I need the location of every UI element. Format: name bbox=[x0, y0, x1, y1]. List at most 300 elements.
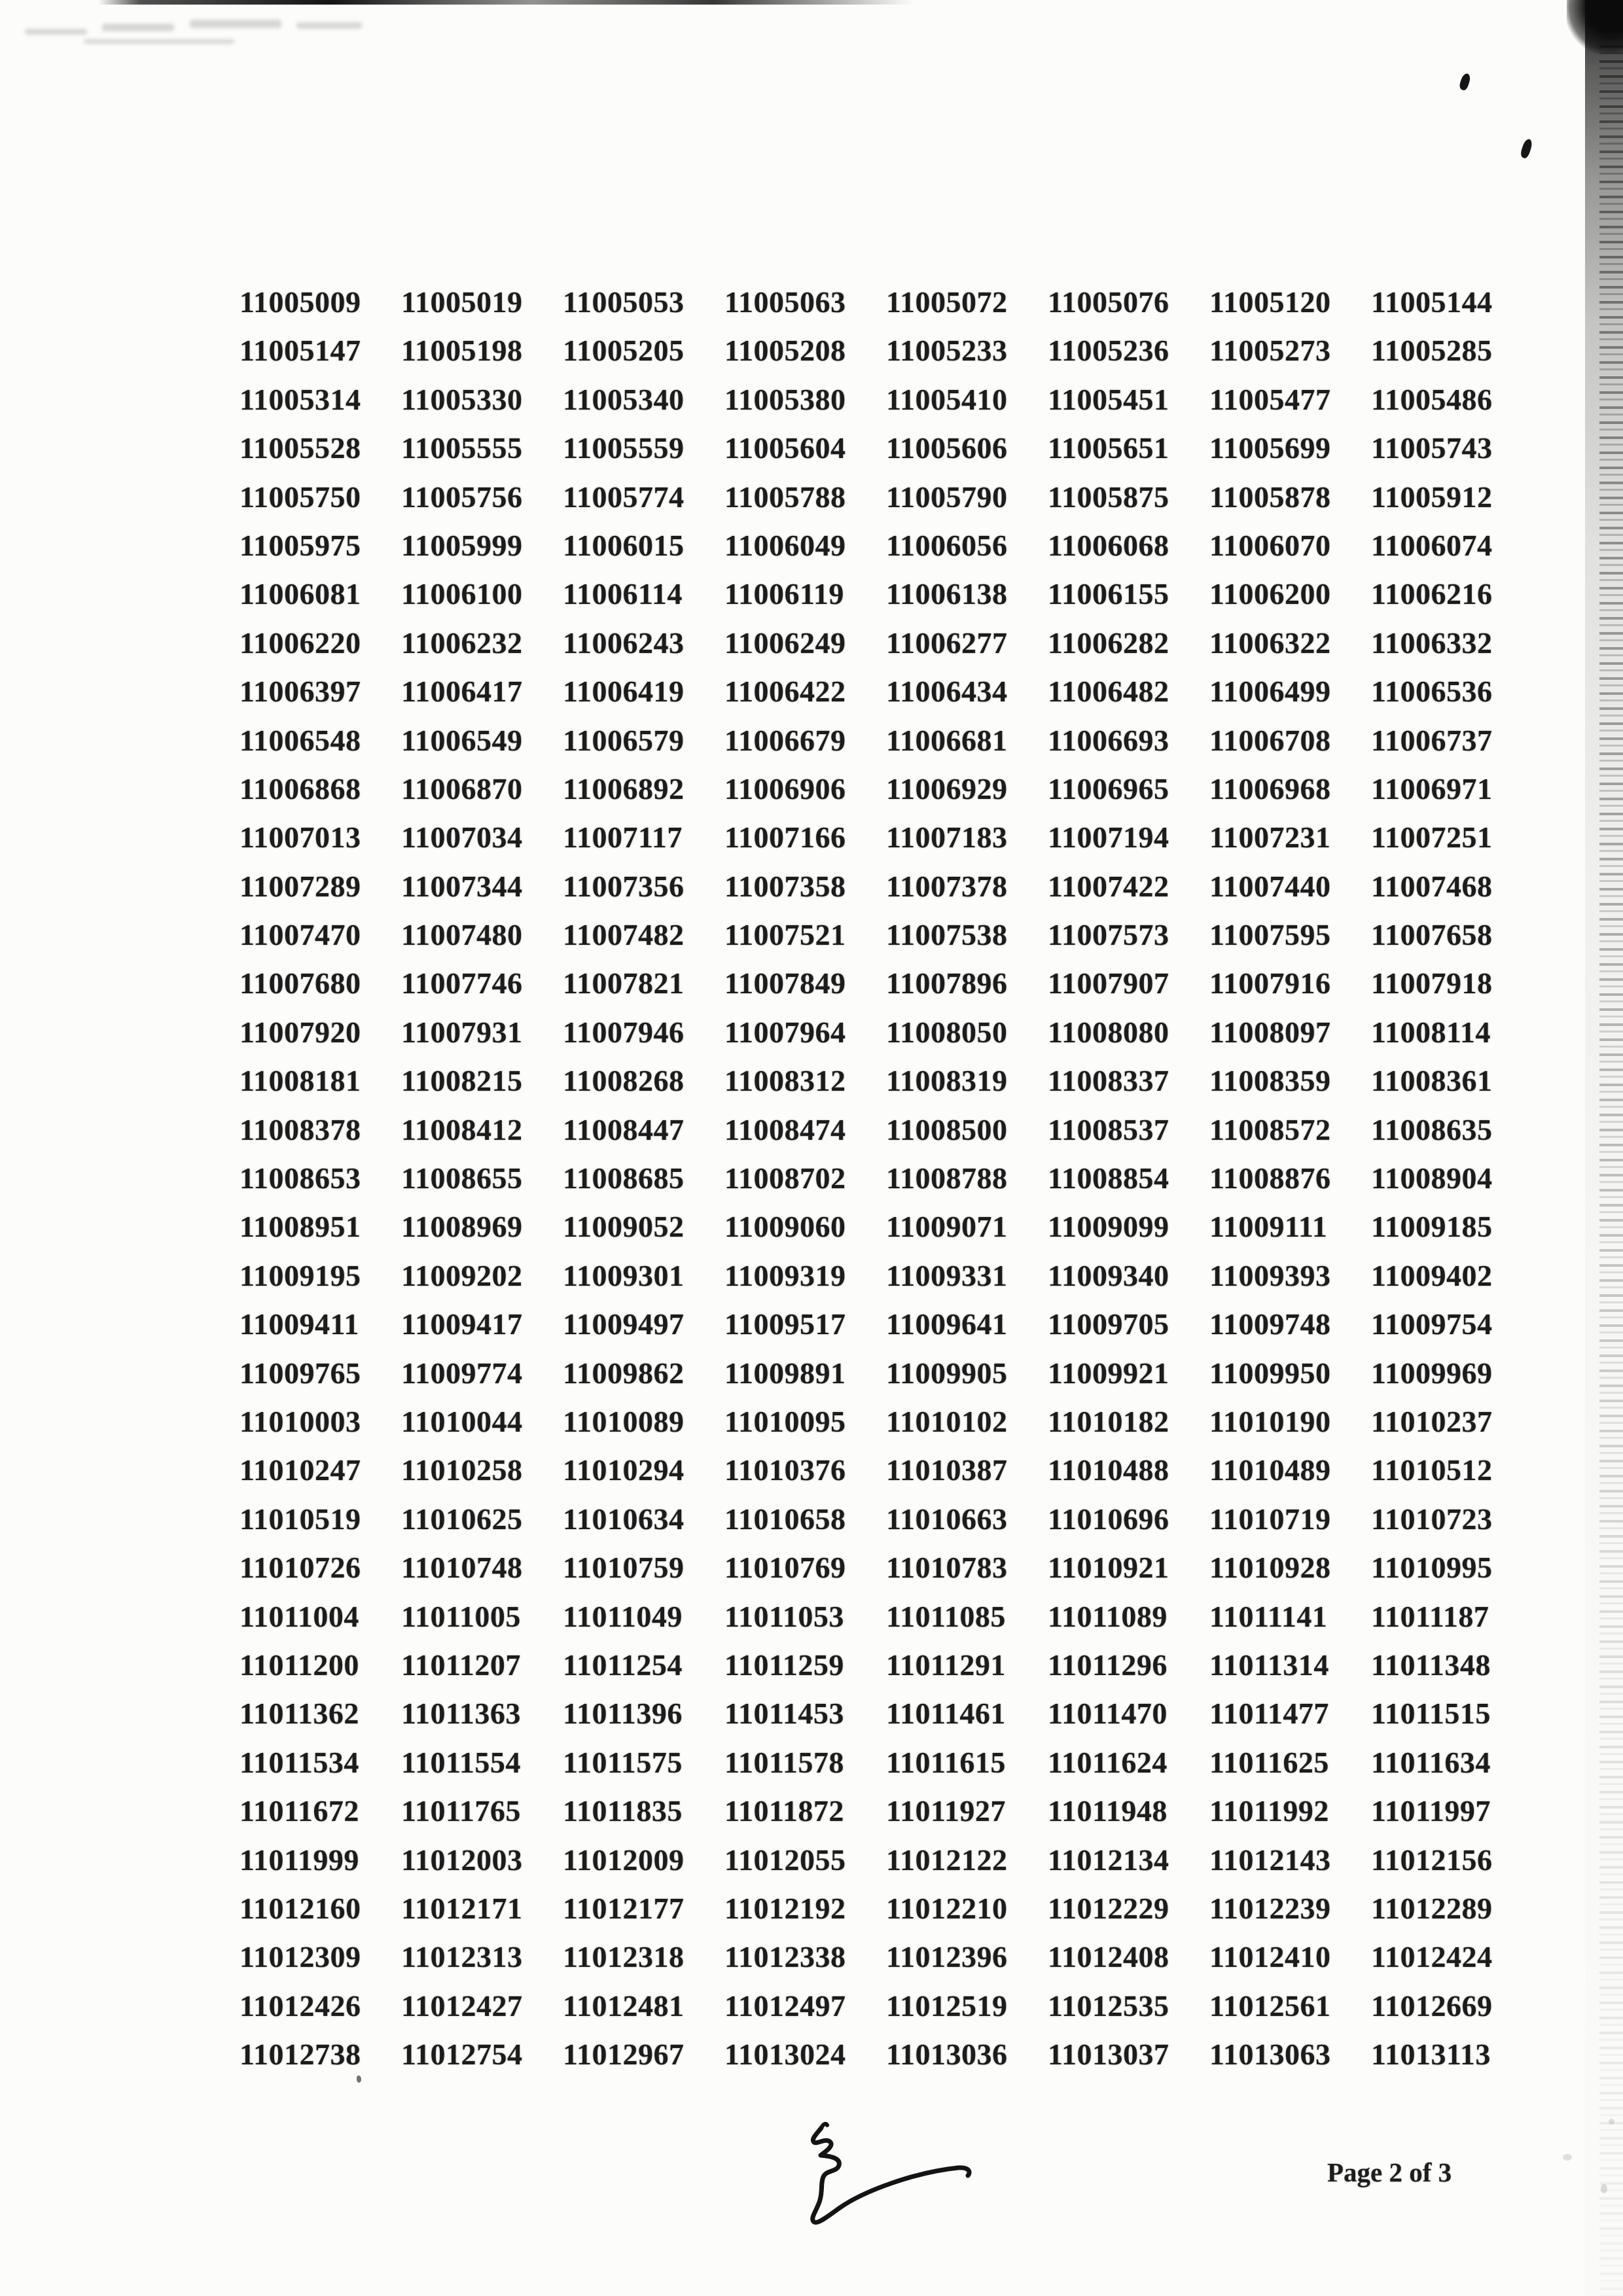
roll-number: 11010663 bbox=[886, 1502, 1008, 1536]
roll-number: 11006419 bbox=[563, 675, 685, 709]
roll-number: 11007344 bbox=[401, 869, 523, 903]
roll-number: 11011470 bbox=[1048, 1697, 1168, 1731]
roll-number: 11012967 bbox=[563, 2038, 685, 2072]
roll-number: 11010995 bbox=[1371, 1551, 1493, 1585]
roll-number: 11007422 bbox=[1048, 869, 1169, 903]
roll-number: 11010759 bbox=[563, 1551, 685, 1585]
roll-number: 11006737 bbox=[1371, 723, 1493, 757]
roll-number: 11007931 bbox=[401, 1015, 523, 1049]
roll-number: 11011624 bbox=[1048, 1745, 1168, 1779]
roll-number: 11007482 bbox=[563, 918, 685, 952]
roll-number: 11011348 bbox=[1371, 1648, 1491, 1682]
roll-number: 11006216 bbox=[1371, 577, 1493, 611]
roll-number: 11008181 bbox=[240, 1064, 361, 1098]
roll-number: 11010387 bbox=[886, 1453, 1008, 1487]
roll-number: 11012122 bbox=[886, 1843, 1008, 1877]
roll-number: 11013024 bbox=[724, 2038, 846, 2072]
roll-number: 11011207 bbox=[401, 1648, 521, 1682]
roll-number: 11007964 bbox=[724, 1015, 846, 1049]
page-number: Page 2 of 3 bbox=[1327, 2157, 1452, 2187]
roll-number: 11009417 bbox=[401, 1307, 523, 1341]
roll-number: 11005699 bbox=[1209, 431, 1331, 465]
roll-number: 11006243 bbox=[563, 626, 685, 660]
roll-number: 11005273 bbox=[1209, 334, 1331, 368]
roll-number: 11011004 bbox=[240, 1599, 359, 1633]
roll-number: 11008655 bbox=[401, 1161, 523, 1195]
roll-number: 11010512 bbox=[1371, 1453, 1493, 1487]
roll-number: 11011141 bbox=[1209, 1599, 1328, 1633]
roll-number: 11006549 bbox=[401, 723, 523, 757]
roll-number: 11012229 bbox=[1048, 1891, 1169, 1925]
roll-number: 11011053 bbox=[724, 1599, 844, 1633]
roll-number: 11011396 bbox=[563, 1697, 683, 1731]
roll-number: 11012318 bbox=[563, 1940, 685, 1974]
roll-number: 11006322 bbox=[1209, 626, 1331, 660]
roll-number: 11009754 bbox=[1371, 1307, 1493, 1341]
roll-number: 11008361 bbox=[1371, 1064, 1493, 1098]
roll-number: 11006068 bbox=[1048, 528, 1169, 562]
roll-number: 11008447 bbox=[563, 1112, 685, 1146]
roll-number: 11009319 bbox=[724, 1258, 846, 1292]
roll-number: 11006074 bbox=[1371, 528, 1493, 562]
roll-number: 11007356 bbox=[563, 869, 685, 903]
roll-number: 11011948 bbox=[1048, 1794, 1168, 1828]
roll-number: 11006971 bbox=[1371, 771, 1493, 805]
roll-number: 11008702 bbox=[724, 1161, 846, 1195]
roll-number: 11011534 bbox=[240, 1745, 359, 1779]
roll-number: 11006906 bbox=[724, 771, 846, 805]
roll-number: 11010247 bbox=[240, 1453, 361, 1487]
roll-number: 11007480 bbox=[401, 918, 523, 952]
roll-number: 11012289 bbox=[1371, 1891, 1493, 1925]
roll-number: 11009950 bbox=[1209, 1356, 1331, 1390]
roll-number: 11006332 bbox=[1371, 626, 1493, 660]
roll-number: 11010634 bbox=[563, 1502, 685, 1536]
roll-number: 11007251 bbox=[1371, 821, 1493, 855]
roll-number: 11011615 bbox=[886, 1745, 1006, 1779]
roll-number: 11009921 bbox=[1048, 1356, 1169, 1390]
roll-number: 11010376 bbox=[724, 1453, 846, 1487]
roll-number: 11010044 bbox=[401, 1404, 523, 1438]
roll-number: 11011992 bbox=[1209, 1794, 1329, 1828]
roll-number: 11007595 bbox=[1209, 918, 1331, 952]
roll-number: 11006892 bbox=[563, 771, 685, 805]
roll-number: 11010719 bbox=[1209, 1502, 1331, 1536]
roll-number: 11005604 bbox=[724, 431, 846, 465]
roll-number: 11005486 bbox=[1371, 382, 1493, 416]
ink-speck bbox=[1563, 2154, 1572, 2161]
roll-number: 11005053 bbox=[563, 285, 685, 319]
roll-number: 11011927 bbox=[886, 1794, 1006, 1828]
roll-number: 11007746 bbox=[401, 966, 523, 1000]
roll-number: 11009099 bbox=[1048, 1210, 1169, 1244]
roll-number: 11007034 bbox=[401, 821, 523, 855]
roll-number: 11009195 bbox=[240, 1258, 361, 1292]
roll-number: 11006417 bbox=[401, 675, 523, 709]
roll-number: 11008951 bbox=[240, 1210, 361, 1244]
roll-number: 11012313 bbox=[401, 1940, 523, 1974]
roll-number: 11008378 bbox=[240, 1112, 361, 1146]
roll-number: 11011362 bbox=[240, 1697, 359, 1731]
roll-number: 11005912 bbox=[1371, 480, 1493, 514]
roll-number: 11012160 bbox=[240, 1891, 361, 1925]
roll-number: 11006965 bbox=[1048, 771, 1169, 805]
roll-number: 11005999 bbox=[401, 528, 523, 562]
roll-number: 11008876 bbox=[1209, 1161, 1331, 1195]
roll-number: 11012426 bbox=[240, 1988, 361, 2022]
roll-number: 11012754 bbox=[401, 2038, 523, 2072]
roll-number: 11009905 bbox=[886, 1356, 1008, 1390]
roll-number: 11012003 bbox=[401, 1843, 523, 1877]
roll-number: 11007183 bbox=[886, 821, 1008, 855]
roll-number: 11012396 bbox=[886, 1940, 1008, 1974]
roll-number: 11010748 bbox=[401, 1551, 523, 1585]
roll-number: 11006081 bbox=[240, 577, 361, 611]
roll-number: 11009111 bbox=[1209, 1210, 1328, 1244]
roll-number: 11010921 bbox=[1048, 1551, 1169, 1585]
roll-number: 11009060 bbox=[724, 1210, 846, 1244]
roll-number: 11010003 bbox=[240, 1404, 361, 1438]
roll-number: 11012055 bbox=[724, 1843, 846, 1877]
roll-number: 11008788 bbox=[886, 1161, 1008, 1195]
roll-number: 11008050 bbox=[886, 1015, 1008, 1049]
roll-number: 11006482 bbox=[1048, 675, 1169, 709]
roll-number: 11005750 bbox=[240, 480, 361, 514]
roll-number: 11010089 bbox=[563, 1404, 685, 1438]
roll-number: 11011997 bbox=[1371, 1794, 1491, 1828]
roll-number: 11008572 bbox=[1209, 1112, 1331, 1146]
roll-number: 11008319 bbox=[886, 1064, 1008, 1098]
roll-number: 11005790 bbox=[886, 480, 1008, 514]
roll-number: 11008904 bbox=[1371, 1161, 1493, 1195]
roll-number: 11009411 bbox=[240, 1307, 359, 1341]
roll-number: 11005076 bbox=[1048, 285, 1169, 319]
roll-number: 11007946 bbox=[563, 1015, 685, 1049]
signature bbox=[787, 2117, 1003, 2242]
roll-number: 11005072 bbox=[886, 285, 1008, 319]
roll-number: 11005198 bbox=[401, 334, 523, 368]
roll-number: 11005743 bbox=[1371, 431, 1493, 465]
roll-number: 11006015 bbox=[563, 528, 685, 562]
roll-number: 11012338 bbox=[724, 1940, 846, 1974]
roll-number: 11005875 bbox=[1048, 480, 1169, 514]
roll-number: 11012481 bbox=[563, 1988, 685, 2022]
roll-number: 11006049 bbox=[724, 528, 846, 562]
roll-number: 11006579 bbox=[563, 723, 685, 757]
roll-number: 11010294 bbox=[563, 1453, 685, 1487]
roll-number: 11007013 bbox=[240, 821, 361, 855]
roll-number: 11006232 bbox=[401, 626, 523, 660]
roll-number: 11007658 bbox=[1371, 918, 1493, 952]
roll-number: 11005451 bbox=[1048, 382, 1169, 416]
roll-number: 11011291 bbox=[886, 1648, 1006, 1682]
roll-number: 11008359 bbox=[1209, 1064, 1331, 1098]
roll-number: 11006434 bbox=[886, 675, 1008, 709]
roll-number: 11011005 bbox=[401, 1599, 521, 1633]
roll-number: 11009340 bbox=[1048, 1258, 1169, 1292]
roll-number: 11005380 bbox=[724, 382, 846, 416]
roll-number: 11005019 bbox=[401, 285, 523, 319]
roll-number: 11010237 bbox=[1371, 1404, 1493, 1438]
roll-number: 11011085 bbox=[886, 1599, 1006, 1633]
roll-number: 11009891 bbox=[724, 1356, 846, 1390]
roll-number: 11005208 bbox=[724, 334, 846, 368]
roll-number: 11007289 bbox=[240, 869, 361, 903]
roll-number: 11009765 bbox=[240, 1356, 361, 1390]
roll-number-table bbox=[240, 285, 1533, 2086]
roll-number: 11013113 bbox=[1371, 2038, 1491, 2072]
roll-number: 11007440 bbox=[1209, 869, 1331, 903]
roll-number: 11005774 bbox=[563, 480, 685, 514]
roll-number: 11012143 bbox=[1209, 1843, 1331, 1877]
roll-number: 11007231 bbox=[1209, 821, 1331, 855]
roll-number: 11006693 bbox=[1048, 723, 1169, 757]
roll-number: 11006155 bbox=[1048, 577, 1169, 611]
roll-number: 11008969 bbox=[401, 1210, 523, 1244]
roll-number: 11011089 bbox=[1048, 1599, 1168, 1633]
roll-number: 11006114 bbox=[563, 577, 683, 611]
roll-number: 11011765 bbox=[401, 1794, 521, 1828]
roll-number: 11007194 bbox=[1048, 821, 1169, 855]
roll-number: 11006138 bbox=[886, 577, 1008, 611]
scan-artifact-top-right-corner bbox=[1567, 0, 1623, 54]
roll-number: 11007918 bbox=[1371, 966, 1493, 1000]
roll-number: 11010726 bbox=[240, 1551, 361, 1585]
roll-number: 11005236 bbox=[1048, 334, 1169, 368]
roll-number: 11006277 bbox=[886, 626, 1008, 660]
roll-number: 11007470 bbox=[240, 918, 361, 952]
roll-number: 11007920 bbox=[240, 1015, 361, 1049]
roll-number: 11007378 bbox=[886, 869, 1008, 903]
roll-number: 11005975 bbox=[240, 528, 361, 562]
roll-number: 11010928 bbox=[1209, 1551, 1331, 1585]
roll-number: 11007821 bbox=[563, 966, 685, 1000]
roll-number: 11010769 bbox=[724, 1551, 846, 1585]
roll-number: 11013063 bbox=[1209, 2038, 1331, 2072]
roll-number: 11005788 bbox=[724, 480, 846, 514]
roll-number: 11006056 bbox=[886, 528, 1008, 562]
roll-number: 11005009 bbox=[240, 285, 361, 319]
roll-number: 11009517 bbox=[724, 1307, 846, 1341]
roll-number: 11008635 bbox=[1371, 1112, 1493, 1146]
roll-number: 11007358 bbox=[724, 869, 846, 903]
roll-number: 11007849 bbox=[724, 966, 846, 1000]
roll-number: 11010488 bbox=[1048, 1453, 1169, 1487]
roll-number: 11009402 bbox=[1371, 1258, 1493, 1292]
roll-number: 11011575 bbox=[563, 1745, 683, 1779]
roll-number: 11011999 bbox=[240, 1843, 359, 1877]
scan-smudge-top-left bbox=[25, 17, 401, 51]
roll-number: 11010102 bbox=[886, 1404, 1008, 1438]
roll-number: 11011200 bbox=[240, 1648, 359, 1682]
roll-number: 11005063 bbox=[724, 285, 846, 319]
roll-number: 11011872 bbox=[724, 1794, 844, 1828]
roll-number: 11011515 bbox=[1371, 1697, 1491, 1731]
roll-number: 11005285 bbox=[1371, 334, 1493, 368]
roll-number: 11010190 bbox=[1209, 1404, 1331, 1438]
roll-number: 11006249 bbox=[724, 626, 846, 660]
roll-number: 11006929 bbox=[886, 771, 1008, 805]
roll-number: 11006681 bbox=[886, 723, 1008, 757]
roll-number: 11005555 bbox=[401, 431, 523, 465]
roll-number: 11011554 bbox=[401, 1745, 521, 1779]
roll-number: 11008854 bbox=[1048, 1161, 1169, 1195]
roll-number: 11010696 bbox=[1048, 1502, 1169, 1536]
roll-number: 11006868 bbox=[240, 771, 361, 805]
roll-number: 11009331 bbox=[886, 1258, 1008, 1292]
roll-number: 11009052 bbox=[563, 1210, 685, 1244]
roll-number: 11010182 bbox=[1048, 1404, 1169, 1438]
roll-number: 11011363 bbox=[401, 1697, 521, 1731]
roll-number: 11011259 bbox=[724, 1648, 844, 1682]
roll-number: 11011254 bbox=[563, 1648, 683, 1682]
roll-number: 11011625 bbox=[1209, 1745, 1329, 1779]
roll-number: 11006708 bbox=[1209, 723, 1331, 757]
roll-number: 11006282 bbox=[1048, 626, 1169, 660]
ink-speck bbox=[1520, 138, 1534, 160]
roll-number: 11009748 bbox=[1209, 1307, 1331, 1341]
roll-number: 11012192 bbox=[724, 1891, 846, 1925]
roll-number: 11005878 bbox=[1209, 480, 1331, 514]
roll-number: 11005410 bbox=[886, 382, 1008, 416]
roll-number: 11005314 bbox=[240, 382, 361, 416]
roll-number: 11008080 bbox=[1048, 1015, 1169, 1049]
roll-number: 11012156 bbox=[1371, 1843, 1493, 1877]
roll-number: 11006220 bbox=[240, 626, 361, 660]
ink-speck bbox=[1609, 2119, 1614, 2125]
roll-number: 11009202 bbox=[401, 1258, 523, 1292]
roll-number: 11005651 bbox=[1048, 431, 1169, 465]
roll-number: 11007468 bbox=[1371, 869, 1493, 903]
roll-number: 11009705 bbox=[1048, 1307, 1169, 1341]
roll-number: 11008653 bbox=[240, 1161, 361, 1195]
roll-number: 11010783 bbox=[886, 1551, 1008, 1585]
roll-number: 11010489 bbox=[1209, 1453, 1331, 1487]
roll-number: 11012561 bbox=[1209, 1988, 1331, 2022]
ink-speck bbox=[1601, 2184, 1607, 2193]
roll-number: 11006200 bbox=[1209, 577, 1331, 611]
roll-number: 11005756 bbox=[401, 480, 523, 514]
roll-number: 11005340 bbox=[563, 382, 685, 416]
roll-number: 11012424 bbox=[1371, 1940, 1493, 1974]
roll-number: 11008268 bbox=[563, 1064, 685, 1098]
roll-number: 11008685 bbox=[563, 1161, 685, 1195]
roll-number: 11012669 bbox=[1371, 1988, 1493, 2022]
roll-number: 11011477 bbox=[1209, 1697, 1329, 1731]
roll-number: 11006397 bbox=[240, 675, 361, 709]
roll-number: 11011461 bbox=[886, 1697, 1006, 1731]
roll-number: 11011314 bbox=[1209, 1648, 1329, 1682]
roll-number: 11009862 bbox=[563, 1356, 685, 1390]
roll-number: 11010723 bbox=[1371, 1502, 1493, 1536]
roll-number: 11013037 bbox=[1048, 2038, 1169, 2072]
roll-number: 11006679 bbox=[724, 723, 846, 757]
roll-number: 11011835 bbox=[563, 1794, 683, 1828]
roll-number: 11007680 bbox=[240, 966, 361, 1000]
ink-speck bbox=[1458, 73, 1471, 92]
roll-number: 11005205 bbox=[563, 334, 685, 368]
roll-number: 11005147 bbox=[240, 334, 361, 368]
scan-artifact-top-edge bbox=[98, 0, 929, 5]
roll-number: 11009071 bbox=[886, 1210, 1008, 1244]
roll-number: 11008337 bbox=[1048, 1064, 1169, 1098]
roll-number: 11006548 bbox=[240, 723, 361, 757]
roll-number: 11006422 bbox=[724, 675, 846, 709]
roll-number: 11008114 bbox=[1371, 1015, 1491, 1049]
roll-number: 11007916 bbox=[1209, 966, 1331, 1000]
roll-number: 11009185 bbox=[1371, 1210, 1493, 1244]
roll-number: 11007117 bbox=[563, 821, 683, 855]
roll-number: 11006968 bbox=[1209, 771, 1331, 805]
roll-number: 11012410 bbox=[1209, 1940, 1331, 1974]
roll-number: 11006100 bbox=[401, 577, 523, 611]
roll-number: 11007521 bbox=[724, 918, 846, 952]
roll-number: 11012177 bbox=[563, 1891, 685, 1925]
roll-number: 11006499 bbox=[1209, 675, 1331, 709]
roll-number: 11009641 bbox=[886, 1307, 1008, 1341]
roll-number: 11009301 bbox=[563, 1258, 685, 1292]
roll-number: 11012210 bbox=[886, 1891, 1008, 1925]
scan-artifact-right-edge bbox=[1585, 0, 1623, 2296]
roll-number: 11011578 bbox=[724, 1745, 844, 1779]
roll-number: 11010625 bbox=[401, 1502, 523, 1536]
roll-number: 11009774 bbox=[401, 1356, 523, 1390]
roll-number: 11007538 bbox=[886, 918, 1008, 952]
roll-number: 11005477 bbox=[1209, 382, 1331, 416]
roll-number: 11005559 bbox=[563, 431, 685, 465]
roll-number: 11012009 bbox=[563, 1843, 685, 1877]
roll-number: 11012738 bbox=[240, 2038, 361, 2072]
roll-number: 11011672 bbox=[240, 1794, 359, 1828]
roll-number: 11005606 bbox=[886, 431, 1008, 465]
roll-number: 11012239 bbox=[1209, 1891, 1331, 1925]
roll-number: 11007907 bbox=[1048, 966, 1169, 1000]
roll-number: 11009969 bbox=[1371, 1356, 1493, 1390]
roll-number: 11012134 bbox=[1048, 1843, 1169, 1877]
roll-number: 11008215 bbox=[401, 1064, 523, 1098]
roll-number: 11012171 bbox=[401, 1891, 523, 1925]
roll-number: 11011187 bbox=[1371, 1599, 1489, 1633]
roll-number: 11011453 bbox=[724, 1697, 844, 1731]
roll-number: 11005144 bbox=[1371, 285, 1493, 319]
roll-number: 11010095 bbox=[724, 1404, 846, 1438]
roll-number: 11007166 bbox=[724, 821, 846, 855]
roll-number: 11005120 bbox=[1209, 285, 1331, 319]
roll-number: 11008500 bbox=[886, 1112, 1008, 1146]
roll-number: 11005528 bbox=[240, 431, 361, 465]
roll-number: 11008097 bbox=[1209, 1015, 1331, 1049]
roll-number: 11008412 bbox=[401, 1112, 523, 1146]
roll-number: 11006119 bbox=[724, 577, 844, 611]
roll-number: 11006070 bbox=[1209, 528, 1331, 562]
roll-number: 11006870 bbox=[401, 771, 523, 805]
roll-number: 11011634 bbox=[1371, 1745, 1491, 1779]
roll-number: 11007573 bbox=[1048, 918, 1169, 952]
roll-number: 11012408 bbox=[1048, 1940, 1169, 1974]
roll-number: 11008312 bbox=[724, 1064, 846, 1098]
roll-number: 11007896 bbox=[886, 966, 1008, 1000]
roll-number: 11008474 bbox=[724, 1112, 846, 1146]
roll-number: 11012535 bbox=[1048, 1988, 1169, 2022]
roll-number: 11011296 bbox=[1048, 1648, 1168, 1682]
roll-number: 11013036 bbox=[886, 2038, 1008, 2072]
roll-number: 11012497 bbox=[724, 1988, 846, 2022]
roll-number: 11010258 bbox=[401, 1453, 523, 1487]
roll-number: 11010519 bbox=[240, 1502, 361, 1536]
roll-number: 11011049 bbox=[563, 1599, 683, 1633]
roll-number: 11009497 bbox=[563, 1307, 685, 1341]
roll-number: 11005330 bbox=[401, 382, 523, 416]
